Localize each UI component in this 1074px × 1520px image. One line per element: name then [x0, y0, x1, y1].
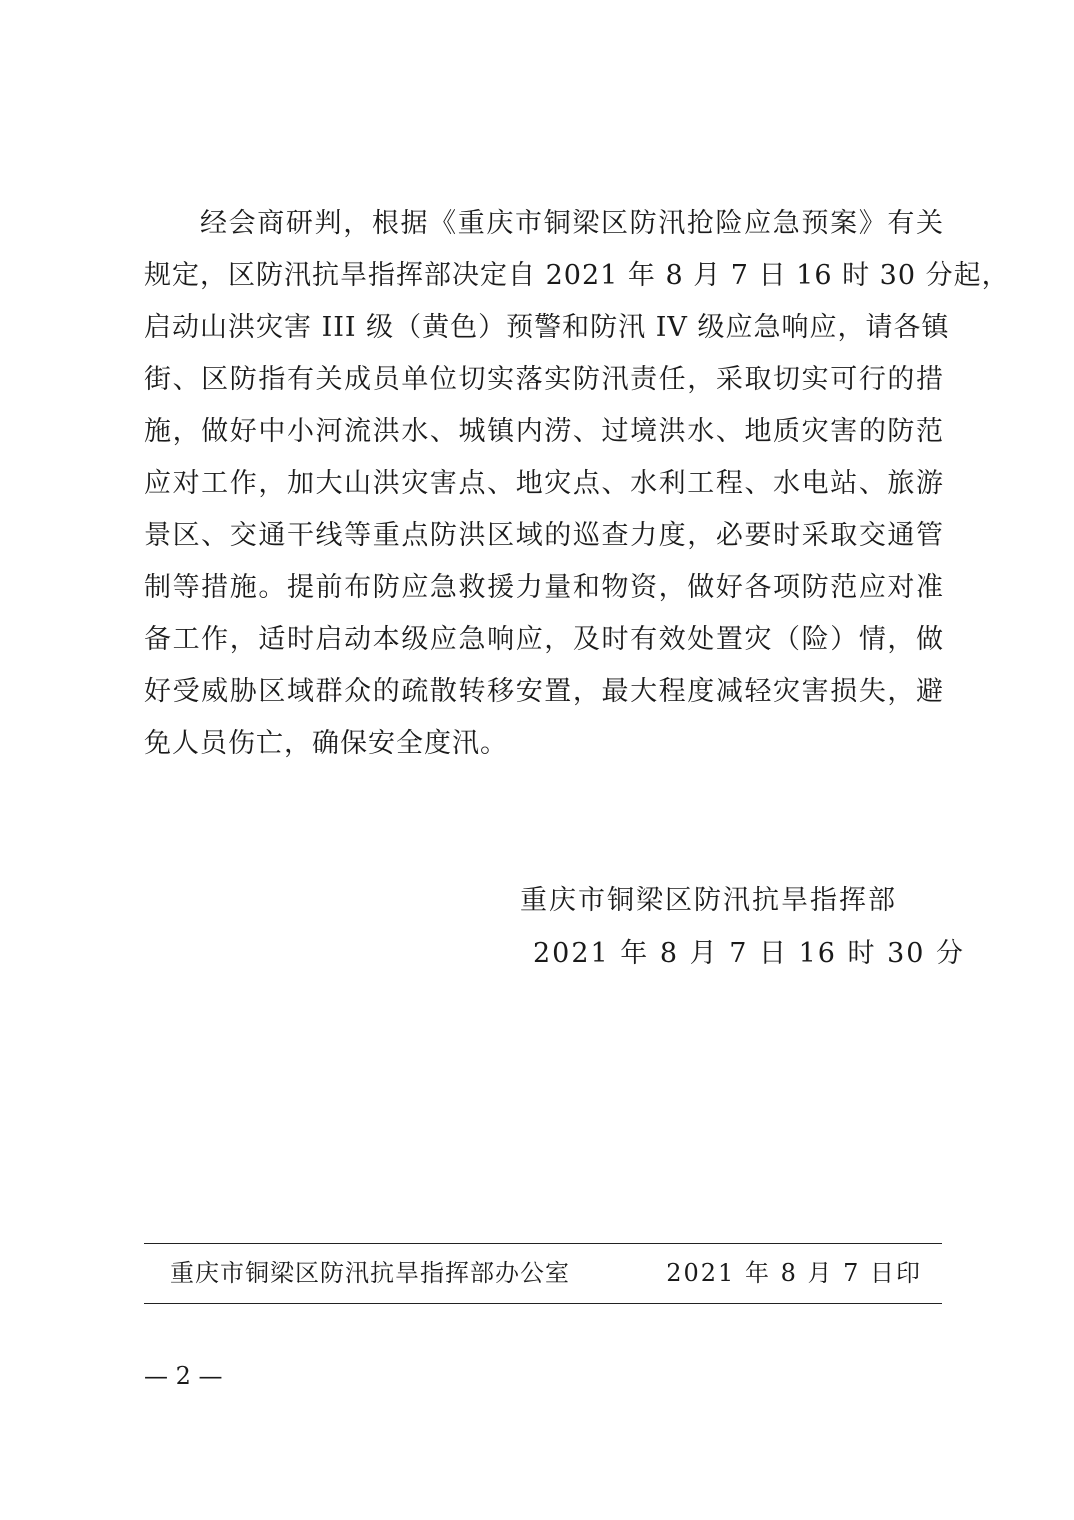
footer-top-rule	[144, 1243, 942, 1244]
body-line: 制等措施。提前布防应急救援力量和物资，做好各项防范应对准	[144, 572, 944, 603]
footer-bottom-rule	[144, 1303, 942, 1304]
footer-issuer: 重庆市铜梁区防汛抗旱指挥部办公室	[170, 1259, 570, 1287]
body-line: 备工作，适时启动本级应急响应，及时有效处置灾（险）情，做	[144, 624, 944, 655]
body-line: 规定，区防汛抗旱指挥部决定自 2021 年 8 月 7 日 16 时 30 分起，	[144, 260, 1010, 291]
body-line: 经会商研判，根据《重庆市铜梁区防汛抢险应急预案》有关	[200, 208, 944, 239]
page-number: — 2 —	[144, 1362, 223, 1390]
signature-date: 2021 年 8 月 7 日 16 时 30 分	[533, 938, 966, 969]
body-line: 应对工作，加大山洪灾害点、地灾点、水利工程、水电站、旅游	[144, 468, 944, 499]
body-line: 好受威胁区域群众的疏散转移安置，最大程度减轻灾害损失，避	[144, 676, 944, 707]
footer-print-date: 2021 年 8 月 7 日印	[666, 1259, 922, 1287]
body-line: 街、区防指有关成员单位切实落实防汛责任，采取切实可行的措	[144, 364, 944, 395]
signature-org: 重庆市铜梁区防汛抗旱指挥部	[520, 885, 897, 916]
body-line: 施，做好中小河流洪水、城镇内涝、过境洪水、地质灾害的防范	[144, 416, 944, 447]
body-line: 景区、交通干线等重点防洪区域的巡查力度，必要时采取交通管	[144, 520, 944, 551]
body-line: 启动山洪灾害 III 级（黄色）预警和防汛 IV 级应急响应，请各镇	[144, 312, 950, 343]
body-line: 免人员伤亡，确保安全度汛。	[144, 728, 508, 759]
